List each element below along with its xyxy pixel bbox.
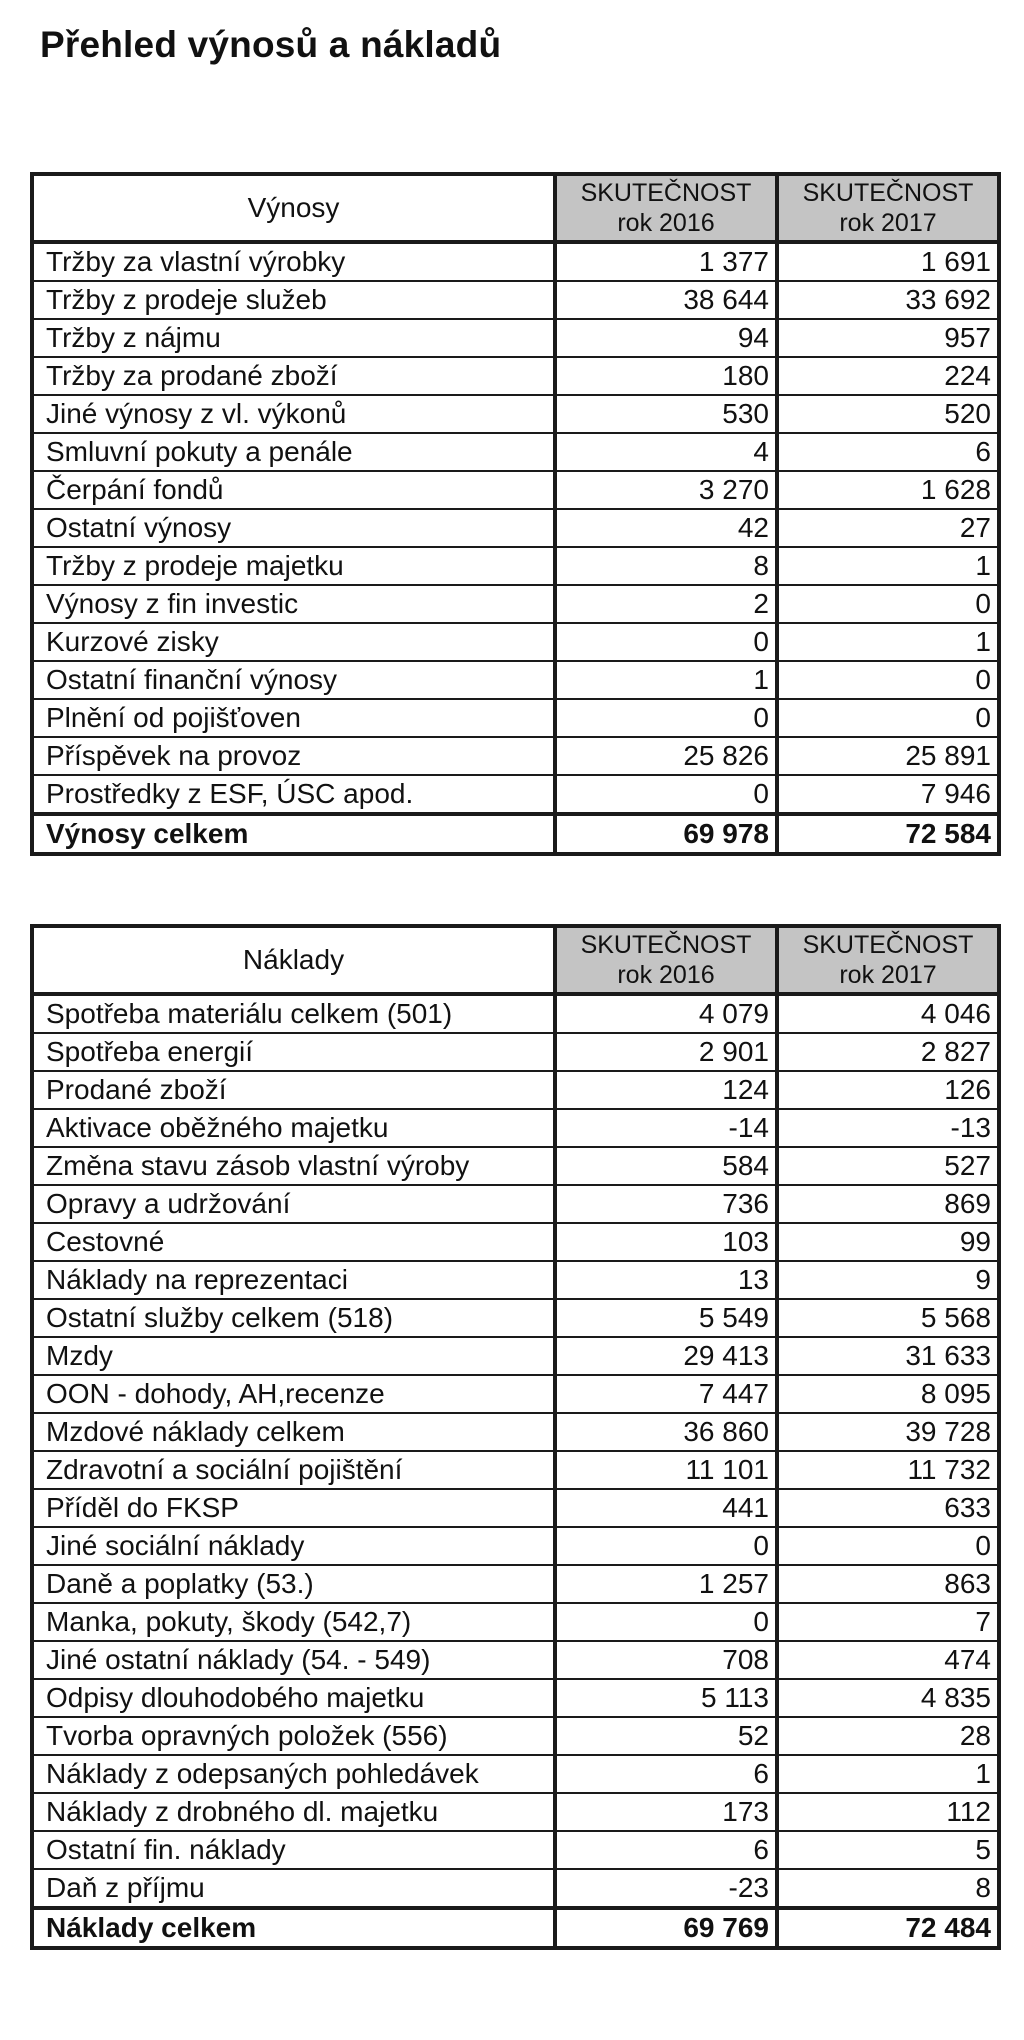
value-2017: 1: [777, 623, 999, 661]
value-2016: 736: [555, 1185, 777, 1223]
value-2017: 957: [777, 319, 999, 357]
value-2017: 0: [777, 1527, 999, 1565]
table-row: [32, 1375, 999, 1413]
table-row: [32, 1641, 999, 1679]
value-2017: 39 728: [777, 1413, 999, 1451]
value-2017: 0: [777, 585, 999, 623]
value-2017: 99: [777, 1223, 999, 1261]
value-2016: 173: [555, 1793, 777, 1831]
row-label: Tržby za prodané zboží: [32, 357, 555, 395]
row-label: Aktivace oběžného majetku: [32, 1109, 555, 1147]
value-2016: 6: [555, 1755, 777, 1793]
value-2017: 33 692: [777, 281, 999, 319]
table-row: [32, 509, 999, 547]
header-2016-line1: SKUTEČNOST: [580, 931, 752, 959]
value-2017: 2 827: [777, 1033, 999, 1071]
row-label: Ostatní výnosy: [32, 509, 555, 547]
total-label: Náklady celkem: [32, 1908, 555, 1948]
revenue-table: [30, 172, 1001, 856]
row-label: Náklady z drobného dl. majetku: [32, 1793, 555, 1831]
table-row: [32, 1527, 999, 1565]
table-row: [32, 661, 999, 699]
row-label: Změna stavu zásob vlastní výroby: [32, 1147, 555, 1185]
row-label: Zdravotní a sociální pojištění: [32, 1451, 555, 1489]
costs-table: [30, 924, 1001, 1950]
table-row: [32, 1147, 999, 1185]
value-2017: 0: [777, 699, 999, 737]
value-2017: 126: [777, 1071, 999, 1109]
row-label: Mzdy: [32, 1337, 555, 1375]
value-2016: 0: [555, 623, 777, 661]
row-label: Opravy a udržování: [32, 1185, 555, 1223]
table-row: [32, 395, 999, 433]
row-label: Daně a poplatky (53.): [32, 1565, 555, 1603]
row-label: Jiné sociální náklady: [32, 1527, 555, 1565]
total-row: [32, 814, 999, 854]
table-row: [32, 1565, 999, 1603]
value-2017: 1 628: [777, 471, 999, 509]
value-2017: 863: [777, 1565, 999, 1603]
row-label: Příděl do FKSP: [32, 1489, 555, 1527]
table-row: [32, 1793, 999, 1831]
table-row: [32, 699, 999, 737]
row-label: Smluvní pokuty a penále: [32, 433, 555, 471]
table-row: [32, 1071, 999, 1109]
table-row: [32, 1869, 999, 1908]
costs-header-2017: [777, 926, 999, 994]
value-2017: 27: [777, 509, 999, 547]
row-label: Jiné výnosy z vl. výkonů: [32, 395, 555, 433]
value-2016: 5 549: [555, 1299, 777, 1337]
value-2017: 224: [777, 357, 999, 395]
value-2016: 180: [555, 357, 777, 395]
value-2017: 5: [777, 1831, 999, 1869]
value-2016: 0: [555, 1603, 777, 1641]
costs-header-2016: [555, 926, 777, 994]
costs-header-label: Náklady: [32, 926, 555, 994]
value-2017: 28: [777, 1717, 999, 1755]
value-2016: -23: [555, 1869, 777, 1908]
value-2016: 5 113: [555, 1679, 777, 1717]
row-label: Spotřeba materiálu celkem (501): [32, 994, 555, 1033]
value-2016: 2: [555, 585, 777, 623]
header-2016-line2: rok 2016: [617, 209, 715, 237]
row-label: Manka, pokuty, škody (542,7): [32, 1603, 555, 1641]
value-2017: 8: [777, 1869, 999, 1908]
value-2017: 4 046: [777, 994, 999, 1033]
value-2016: 0: [555, 1527, 777, 1565]
header-2017-line2: rok 2017: [839, 961, 937, 989]
row-label: Cestovné: [32, 1223, 555, 1261]
value-2016: 29 413: [555, 1337, 777, 1375]
table-row: [32, 1679, 999, 1717]
table-row: [32, 1831, 999, 1869]
value-2016: 0: [555, 775, 777, 814]
row-label: Náklady z odepsaných pohledávek: [32, 1755, 555, 1793]
value-2016: 2 901: [555, 1033, 777, 1071]
value-2016: 124: [555, 1071, 777, 1109]
table-row: [32, 319, 999, 357]
row-label: Tržby za vlastní výrobky: [32, 242, 555, 281]
value-2016: 3 270: [555, 471, 777, 509]
row-label: OON - dohody, AH,recenze: [32, 1375, 555, 1413]
value-2016: 1 257: [555, 1565, 777, 1603]
table-row: [32, 1755, 999, 1793]
value-2016: 42: [555, 509, 777, 547]
row-label: Ostatní fin. náklady: [32, 1831, 555, 1869]
table-row: [32, 1337, 999, 1375]
table-row: [32, 433, 999, 471]
revenue-header-2017: [777, 174, 999, 242]
row-label: Tvorba opravných položek (556): [32, 1717, 555, 1755]
value-2017: 1 691: [777, 242, 999, 281]
row-label: Plnění od pojišťoven: [32, 699, 555, 737]
table-row: [32, 1185, 999, 1223]
value-2016: -14: [555, 1109, 777, 1147]
value-2016: 13: [555, 1261, 777, 1299]
value-2017: -13: [777, 1109, 999, 1147]
row-label: Kurzové zisky: [32, 623, 555, 661]
value-2017: 31 633: [777, 1337, 999, 1375]
value-2017: 520: [777, 395, 999, 433]
total-label: Výnosy celkem: [32, 814, 555, 854]
value-2016: 1: [555, 661, 777, 699]
value-2017: 7: [777, 1603, 999, 1641]
table-row: [32, 1413, 999, 1451]
value-2016: 1 377: [555, 242, 777, 281]
value-2017: 474: [777, 1641, 999, 1679]
row-label: Tržby z prodeje majetku: [32, 547, 555, 585]
value-2016: 708: [555, 1641, 777, 1679]
table-row: [32, 281, 999, 319]
row-label: Příspěvek na provoz: [32, 737, 555, 775]
row-label: Jiné ostatní náklady (54. - 549): [32, 1641, 555, 1679]
value-2016: 36 860: [555, 1413, 777, 1451]
table-row: [32, 1261, 999, 1299]
value-2016: 4 079: [555, 994, 777, 1033]
total-2017: 72 484: [777, 1908, 999, 1948]
total-row: [32, 1908, 999, 1948]
header-2016-line2: rok 2016: [617, 961, 715, 989]
header-2017-line1: SKUTEČNOST: [802, 931, 974, 959]
value-2017: 112: [777, 1793, 999, 1831]
table-row: [32, 737, 999, 775]
table-row: [32, 1223, 999, 1261]
value-2016: 8: [555, 547, 777, 585]
table-row: [32, 623, 999, 661]
table-row: [32, 1299, 999, 1337]
row-label: Daň z příjmu: [32, 1869, 555, 1908]
value-2017: 5 568: [777, 1299, 999, 1337]
value-2016: 52: [555, 1717, 777, 1755]
table-row: [32, 1033, 999, 1071]
table-row: [32, 775, 999, 814]
row-label: Prostředky z ESF, ÚSC apod.: [32, 775, 555, 814]
value-2017: 25 891: [777, 737, 999, 775]
value-2017: 4 835: [777, 1679, 999, 1717]
value-2017: 11 732: [777, 1451, 999, 1489]
value-2017: 9: [777, 1261, 999, 1299]
table-row: [32, 357, 999, 395]
value-2016: 0: [555, 699, 777, 737]
value-2017: 633: [777, 1489, 999, 1527]
revenue-header-label: Výnosy: [32, 174, 555, 242]
table-row: [32, 585, 999, 623]
value-2016: 103: [555, 1223, 777, 1261]
table-row: [32, 1109, 999, 1147]
page-title: Přehled výnosů a nákladů: [40, 24, 502, 65]
row-label: Tržby z nájmu: [32, 319, 555, 357]
row-label: Čerpání fondů: [32, 471, 555, 509]
value-2016: 4: [555, 433, 777, 471]
row-label: Prodané zboží: [32, 1071, 555, 1109]
row-label: Ostatní finanční výnosy: [32, 661, 555, 699]
header-2017-line2: rok 2017: [839, 209, 937, 237]
table-row: [32, 547, 999, 585]
row-label: Mzdové náklady celkem: [32, 1413, 555, 1451]
header-2016-line1: SKUTEČNOST: [580, 179, 752, 207]
value-2017: 0: [777, 661, 999, 699]
value-2017: 1: [777, 1755, 999, 1793]
row-label: Spotřeba energií: [32, 1033, 555, 1071]
total-2016: 69 978: [555, 814, 777, 854]
table-row: [32, 1603, 999, 1641]
value-2017: 7 946: [777, 775, 999, 814]
value-2017: 869: [777, 1185, 999, 1223]
table-row: [32, 471, 999, 509]
table-row: [32, 1451, 999, 1489]
row-label: Ostatní služby celkem (518): [32, 1299, 555, 1337]
row-label: Tržby z prodeje služeb: [32, 281, 555, 319]
value-2016: 441: [555, 1489, 777, 1527]
value-2016: 584: [555, 1147, 777, 1185]
revenue-header-row: [32, 174, 999, 242]
total-2016: 69 769: [555, 1908, 777, 1948]
value-2016: 7 447: [555, 1375, 777, 1413]
value-2017: 6: [777, 433, 999, 471]
table-row: [32, 1489, 999, 1527]
value-2017: 1: [777, 547, 999, 585]
value-2016: 6: [555, 1831, 777, 1869]
row-label: Náklady na reprezentaci: [32, 1261, 555, 1299]
revenue-header-2016: [555, 174, 777, 242]
value-2017: 8 095: [777, 1375, 999, 1413]
total-2017: 72 584: [777, 814, 999, 854]
value-2016: 11 101: [555, 1451, 777, 1489]
row-label: Odpisy dlouhodobého majetku: [32, 1679, 555, 1717]
value-2017: 527: [777, 1147, 999, 1185]
row-label: Výnosy z fin investic: [32, 585, 555, 623]
table-row: [32, 994, 999, 1033]
value-2016: 38 644: [555, 281, 777, 319]
header-2017-line1: SKUTEČNOST: [802, 179, 974, 207]
costs-header-row: [32, 926, 999, 994]
value-2016: 530: [555, 395, 777, 433]
table-row: [32, 242, 999, 281]
value-2016: 25 826: [555, 737, 777, 775]
table-row: [32, 1717, 999, 1755]
value-2016: 94: [555, 319, 777, 357]
